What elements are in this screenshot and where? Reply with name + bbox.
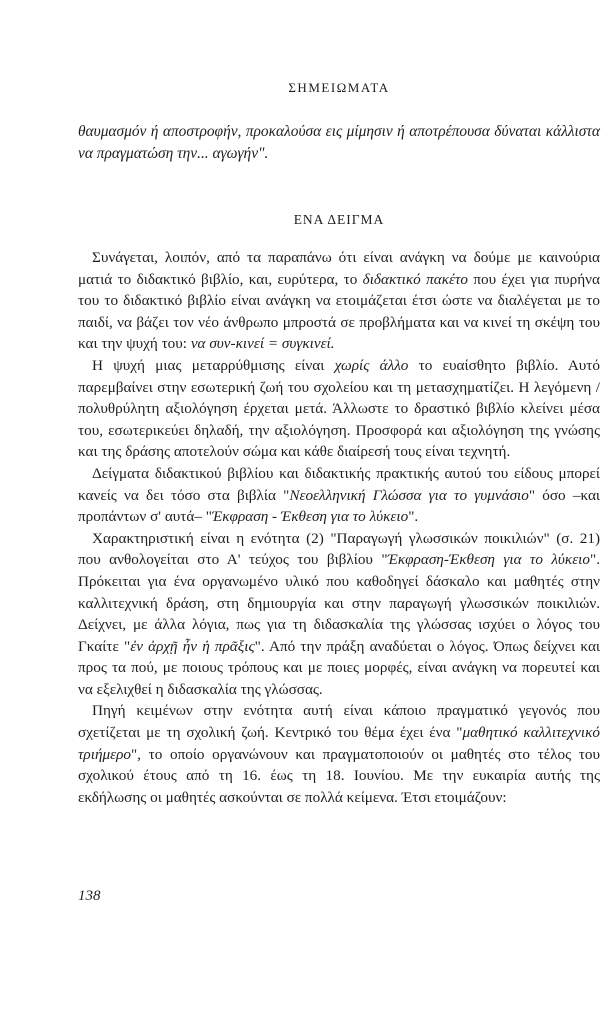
body-text xyxy=(78,235,600,808)
paragraph-4-text-a: Χαρακτηριστική είναι η ενότητα (2) "Παραγωγή γλωσσικών ποικιλιών" (σ. 21) που ανθολογείται στο Α' τεύχος του βιβλίου " xyxy=(78,529,600,569)
paragraph-4 xyxy=(78,528,600,701)
page-number: 138 xyxy=(78,888,101,904)
paragraph-2 xyxy=(78,355,600,463)
paragraph-3-text-c: " όσο –και προπάντων σ' αυτά– " xyxy=(78,486,601,526)
paragraph-4-goethe-quote: ἐν ἀρχῇ ἦν ἡ πρᾶξις xyxy=(130,637,255,655)
document-page xyxy=(78,0,600,1024)
section-heading: ΕΝΑ ΔΕΙΓΜΑ xyxy=(293,212,385,227)
paragraph-1 xyxy=(78,247,600,355)
paragraph-1-emphasis-d: να συν-κινεί = συγκινεί. xyxy=(190,335,335,353)
paragraph-4-text-c: ". Πρόκειται για ένα οργανωμένο υλικό που καθοδηγεί δάσκαλο και μαθητές στην καλλιτεχνική δράση, στη δημιουργία και στην παραγωγή γλωσσικών ποικιλιών. Δείχνει, με άλλα λόγια, πως για τη διδασκαλία της γλώσσας ισχύει ο λόγος του Γκαίτε " xyxy=(78,551,600,655)
paragraph-3 xyxy=(78,463,600,528)
paragraph-5-text-c: ", το οποίο οργανώνουν και πραγματοποιούν οι μαθητές στο τέλος του σχολικού έτους από τη 16. έως τη 18. Ιουνίου. Με την ευκαιρία αυτής της εκδήλωσης οι μαθητές ασκούνται σε πολλά κείμενα. Έτσι ετοιμάζουν: xyxy=(78,745,600,806)
paragraph-2-text-c: το ευαίσθητο βιβλίο. Αυτό παρεμβαίνει στην εσωτερική ζωή του σχολείου και τη μετασχηματίζει. Η λεγόμενη / πολυθρύλητη αξιολόγηση έρχεται μετά. Άλλωστε το δραστικό βιβλίο κλείνει μέσα του, εσωτερικεύει δηλαδή, την αξιολόγηση. Προσφορά και αξιολόγηση της γνώσης και της δράσης αποτελούν σώμα και κάθε διαίρεσή τους είναι τεχνητή. xyxy=(78,356,601,461)
paragraph-3-text-a: Δείγματα διδακτικού βιβλίου και διδακτικής πρακτικής αυτού του είδους μπορεί κανείς να δει τόσο στα βιβλία " xyxy=(78,464,600,504)
paragraph-5-emphasis-b: μαθητικό καλλιτεχνικό τριήμερο xyxy=(78,724,600,763)
paragraph-3-book-title-1: Νεοελληνική Γλώσσα για το γυμνάσιο xyxy=(289,486,529,504)
running-head: ΣΗΜΕΙΩΜΑΤΑ xyxy=(288,80,390,95)
intro-quote-continuation: θαυμασμόν ή αποστροφήν, προκαλούσα εις μίμησιν ή αποτρέπουσα δύναται κάλλιστα να πραγματώση την... αγωγήν". xyxy=(78,123,600,162)
paragraph-5 xyxy=(78,700,600,808)
paragraph-1-text-a: Συνάγεται, λοιπόν, από τα παραπάνω ότι είναι ανάγκη να δούμε με καινούρια ματιά το διδακτικό βιβλίο, και, ευρύτερα, το xyxy=(78,249,600,288)
paragraph-1-emphasis-b: διδακτικό πακέτο xyxy=(362,270,468,288)
paragraph-3-book-title-2: Έκφραση - Έκθεση για το λύκειο xyxy=(211,508,409,526)
paragraph-4-book-title: Έκφραση-Έκθεση για το λύκειο xyxy=(387,551,590,569)
paragraph-5-text-a: Πηγή κειμένων στην ενότητα αυτή είναι κάποιο πραγματικό γεγονός που σχετίζεται με τη σχολική ζωή. Κεντρικό του θέμα έχει ένα " xyxy=(78,702,600,742)
paragraph-2-text-a: Η ψυχή μιας μεταρρύθμισης είναι xyxy=(92,356,335,374)
paragraph-4-text-e: ". Από την πράξη αναδύεται ο λόγος. Όπως δείχνει και προς τα πού, με ποιους τρόπους και με ποιες μορφές, είναι ανάγκη να πορευτεί και να εξελιχθεί η διδασκαλία της γλώσσας. xyxy=(78,637,600,698)
paragraph-2-emphasis-b: χωρίς άλλο xyxy=(334,356,409,374)
paragraph-3-text-e: ". xyxy=(408,508,419,526)
paragraph-1-text-c: που έχει για πυρήνα του το διδακτικό βιβλίο είναι ανάγκη να ετοιμάζεται έτσι ώστε να διαλέγεται με το παιδί, να βάζει τον νέο άνθρωπο μπροστά σε προβλήματα και να κινεί τη σκέψη του και την ψυχή του: xyxy=(78,270,600,353)
